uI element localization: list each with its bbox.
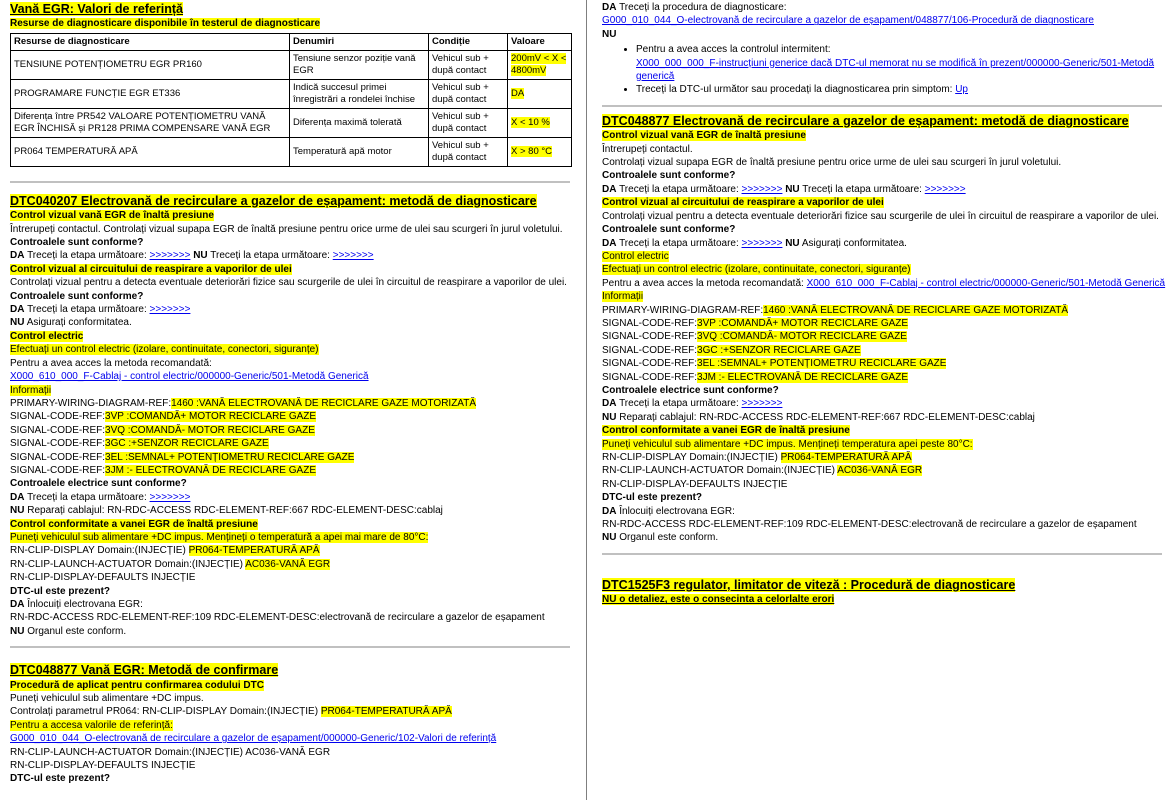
- table-cell: TENSIUNE POTENȚIOMETRU EGR PR160: [11, 50, 290, 79]
- next-step-link[interactable]: >>>>>>>: [149, 250, 191, 262]
- nu-label: NU: [785, 183, 800, 195]
- next-text: Treceți la etapa următoare:: [27, 491, 147, 503]
- step-heading: Pentru a accesa valorile de referință:: [10, 719, 173, 731]
- question: DTC-ul este prezent?: [10, 773, 111, 785]
- signal-value: 3GC :+SENZOR RECICLARE GAZE: [105, 438, 269, 450]
- step-heading: Control vizual vană EGR de înaltă presiune: [602, 130, 806, 142]
- section-title: DTC048877 Electrovană de recirculare a gazelor de eșapament: metodă de diagnosticare: [602, 113, 1129, 128]
- da-label: DA: [602, 237, 617, 249]
- section-dtc040207: [10, 193, 582, 638]
- nu-label: NU: [602, 411, 617, 423]
- ref-title: Vană EGR: Valori de referință: [10, 2, 183, 16]
- value-highlight: X < 10 %: [511, 116, 550, 128]
- clip-display-param: PR064-TEMPERATURĂ APĂ: [780, 452, 912, 463]
- next-text: Treceți la etapa următoare:: [210, 250, 330, 262]
- signal-value: 3JM :- ELECTROVANĂ DE RECICLARE GAZE: [105, 464, 316, 476]
- confirm-continuation: [602, 1, 1176, 97]
- signal-value: 3JM :- ELECTROVANĂ DE RECICLARE GAZE: [697, 371, 908, 383]
- wiring-ref-label: PRIMARY-WIRING-DIAGRAM-REF:: [602, 304, 764, 316]
- signal-label: SIGNAL-CODE-REF:: [10, 424, 106, 436]
- next-step-link[interactable]: >>>>>>>: [741, 183, 783, 195]
- question: DTC-ul este prezent?: [10, 585, 111, 597]
- step-text: Puneți vehiculul sub alimentare +DC impus.: [10, 693, 204, 705]
- nu-text: Reparați cablajul: RN-RDC-ACCESS RDC-ELEMENT-REF:667 RDC-ELEMENT-DESC:cablaj: [619, 411, 1035, 423]
- table-cell: Vehicul sub + după contact: [429, 50, 508, 79]
- section-separator: [602, 553, 1162, 555]
- da-text: Înlocuiți electrovana EGR:: [619, 505, 735, 517]
- step-heading: Control electric: [602, 250, 669, 262]
- table-row: [11, 79, 572, 108]
- question: DTC-ul este prezent?: [602, 492, 703, 504]
- clip-display-param: PR064-TEMPERATURĂ APĂ: [188, 545, 320, 557]
- step-text: Pentru a avea acces la metoda recomandată:: [602, 277, 807, 289]
- reference-values-link[interactable]: G000_010_044_O-electrovană de recirculare a gazelor de eșapament/000000-Generic/102-Valori de referință: [10, 733, 497, 745]
- section-dtc048877-confirm: [10, 662, 582, 786]
- table-row: [11, 137, 572, 166]
- table-cell: Vehicul sub + după contact: [429, 79, 508, 108]
- da-label: DA: [602, 398, 617, 410]
- step-text: Pentru a avea acces la metoda recomandată:: [10, 357, 212, 369]
- nu-text: Asigurați conformitatea.: [801, 237, 907, 249]
- section-dtc048877-diag: [602, 113, 1176, 545]
- table-row: [11, 50, 572, 79]
- clip-launch-text: RN-CLIP-LAUNCH-ACTUATOR Domain:(INJECȚIE): [10, 558, 246, 570]
- step-heading: Control vizual vană EGR de înaltă presiune: [10, 210, 214, 222]
- question: Controalele electrice sunt conforme?: [602, 384, 779, 396]
- table-header: Resurse de diagnosticare: [11, 33, 290, 50]
- step-text: Controlați parametrul PR064: RN-CLIP-DISPLAY Domain:(INJECȚIE): [10, 706, 321, 718]
- section-title: DTC048877 Vană EGR: Metodă de confirmare: [10, 663, 279, 678]
- table-row: [11, 108, 572, 137]
- info-heading: Informații: [10, 384, 52, 396]
- intermittent-control-link[interactable]: X000_000_000_F-instrucțiuni generice dacă DTC-ul memorat nu se modifică în prezent/000000-Generic/501-Metodă generică: [636, 57, 1155, 83]
- table-header: Condiție: [429, 33, 508, 50]
- clip-display-param: PR064-TEMPERATURĂ APĂ: [320, 706, 452, 718]
- nu-label: NU: [785, 237, 800, 249]
- section-title: DTC040207 Electrovană de recirculare a gazelor de eșapament: metodă de diagnosticare: [10, 193, 537, 208]
- left-column: [0, 0, 582, 800]
- next-text: Treceți la etapa următoare:: [802, 183, 922, 195]
- step-text: Puneți vehiculul sub alimentare +DC impus. Mențineți temperatura apei peste 80°C:: [602, 438, 973, 450]
- question: Controalele sunt conforme?: [602, 170, 736, 182]
- step-text: Întrerupeți contactul.: [602, 143, 693, 155]
- nu-label: NU: [10, 625, 25, 637]
- electric-method-link[interactable]: X000_610_000_F-Cablaj - control electric/000000-Generic/501-Metodă Generică: [806, 277, 1166, 289]
- da-label: DA: [10, 304, 25, 316]
- signal-label: SIGNAL-CODE-REF:: [602, 317, 698, 329]
- signal-label: SIGNAL-CODE-REF:: [602, 331, 698, 343]
- signal-value: 3VQ :COMANDĂ- MOTOR RECICLARE GAZE: [105, 424, 315, 436]
- section-note: NU o detaliez, este o consecinta a celorlalte erori: [602, 594, 835, 606]
- table-cell: [508, 108, 572, 137]
- next-step-link[interactable]: >>>>>>>: [741, 237, 783, 249]
- signal-label: SIGNAL-CODE-REF:: [602, 344, 698, 356]
- diagnostic-procedure-link[interactable]: G000_010_044_O-electrovană de recirculare a gazelor de eșapament/048877/106-Procedură de diagnosticare: [602, 15, 1094, 27]
- signal-value: 3EL :SEMNAL+ POTENȚIOMETRU RECICLARE GAZE: [105, 451, 355, 463]
- section-separator: [10, 646, 570, 648]
- value-highlight: 200mV < X < 4800mV: [511, 52, 567, 76]
- table-cell: [508, 50, 572, 79]
- reference-table: [10, 33, 572, 167]
- table-cell: PR064 TEMPERATURĂ APĂ: [11, 137, 290, 166]
- step-text: Efectuați un control electric (izolare, continuitate, conectori, siguranțe): [602, 264, 911, 276]
- signal-label: SIGNAL-CODE-REF:: [10, 464, 106, 476]
- step-text: Puneți vehiculul sub alimentare +DC impus. Mențineți o temperatură a apei mai mare de 80°C:: [10, 531, 429, 543]
- clip-display-text: RN-CLIP-DISPLAY Domain:(INJECȚIE): [10, 545, 189, 557]
- step-text: RN-CLIP-LAUNCH-ACTUATOR Domain:(INJECȚIE) AC036-VANĂ EGR: [10, 746, 331, 758]
- right-column: [590, 0, 1176, 800]
- da-label: DA: [10, 491, 25, 503]
- question: Controalele electrice sunt conforme?: [10, 478, 187, 490]
- table-cell: Vehicul sub + după contact: [429, 108, 508, 137]
- next-step-link[interactable]: >>>>>>>: [924, 183, 966, 195]
- rdc-text: RN-RDC-ACCESS RDC-ELEMENT-REF:109 RDC-ELEMENT-DESC:electrovană de recirculare a gazelor de eșapament: [10, 612, 545, 624]
- signal-value: 3VQ :COMANDĂ- MOTOR RECICLARE GAZE: [697, 331, 907, 343]
- table-cell: Temperatură apă motor: [290, 137, 429, 166]
- step-heading: Procedură de aplicat pentru confirmarea codului DTC: [10, 679, 264, 691]
- wiring-ref-label: PRIMARY-WIRING-DIAGRAM-REF:: [10, 397, 172, 409]
- up-link[interactable]: Up: [955, 84, 968, 96]
- wiring-ref-value: 1460 :VANĂ ELECTROVANĂ DE RECICLARE GAZE MOTORIZATĂ: [763, 304, 1069, 316]
- clip-defaults-text: RN-CLIP-DISPLAY-DEFAULTS INJECȚIE: [602, 478, 788, 490]
- step-text: Efectuați un control electric (izolare, continuitate, conectori, siguranțe): [10, 344, 319, 356]
- next-text: Treceți la etapa următoare:: [27, 250, 147, 262]
- signal-value: 3GC :+SENZOR RECICLARE GAZE: [697, 344, 861, 356]
- bullet-list: [602, 43, 1176, 97]
- signal-label: SIGNAL-CODE-REF:: [10, 411, 106, 423]
- nu-label: NU: [193, 250, 208, 262]
- question: Controalele sunt conforme?: [10, 290, 144, 302]
- step-heading: Control vizual al circuitului de reaspirare a vaporilor de ulei: [602, 197, 884, 209]
- table-cell: [508, 79, 572, 108]
- clip-defaults-text: RN-CLIP-DISPLAY-DEFAULTS INJECȚIE: [10, 572, 196, 584]
- table-header-row: [11, 33, 572, 50]
- bullet-text: Treceți la DTC-ul următor sau procedați la diagnosticarea prin simptom:: [636, 84, 956, 96]
- question: Controalele sunt conforme?: [10, 237, 144, 249]
- ref-subtitle: Resurse de diagnosticare disponibile în testerul de diagnosticare: [10, 18, 321, 30]
- next-text: Treceți la etapa următoare:: [619, 183, 739, 195]
- step-text: Controlați vizual pentru a detecta eventuale deteriorări fizice sau scurgerile de ulei în circuitul de reaspirare a vaporilor de ulei.: [602, 210, 1159, 222]
- clip-launch-text: RN-CLIP-LAUNCH-ACTUATOR Domain:(INJECȚIE): [602, 465, 838, 477]
- value-highlight: X > 80 °C: [511, 145, 553, 157]
- da-text: Înlocuiți electrovana EGR:: [27, 599, 143, 610]
- step-text: RN-CLIP-DISPLAY-DEFAULTS INJECȚIE: [10, 760, 196, 772]
- signal-label: SIGNAL-CODE-REF:: [602, 371, 698, 383]
- next-text: Treceți la etapa următoare:: [619, 237, 739, 249]
- table-cell: Tensiune senzor poziție vană EGR: [290, 50, 429, 79]
- signal-value: 3VP :COMANDĂ+ MOTOR RECICLARE GAZE: [697, 317, 909, 329]
- signal-label: SIGNAL-CODE-REF:: [602, 358, 698, 370]
- next-text: Treceți la etapa următoare:: [27, 304, 147, 316]
- table-cell: PROGRAMARE FUNCȚIE EGR ET336: [11, 79, 290, 108]
- da-label: DA: [10, 250, 25, 262]
- step-heading: Control electric: [10, 330, 84, 342]
- nu-text: Reparați cablajul: RN-RDC-ACCESS RDC-ELEMENT-REF:667 RDC-ELEMENT-DESC:cablaj: [27, 505, 443, 517]
- section-separator: [10, 181, 570, 183]
- nu-text: Organul este conform.: [619, 532, 719, 544]
- signal-value: 3VP :COMANDĂ+ MOTOR RECICLARE GAZE: [105, 411, 317, 423]
- clip-display-text: RN-CLIP-DISPLAY Domain:(INJECȚIE): [602, 452, 781, 463]
- da-label: DA: [10, 599, 25, 610]
- next-step-link[interactable]: >>>>>>>: [741, 398, 783, 410]
- next-step-link[interactable]: >>>>>>>: [149, 304, 191, 316]
- section-dtc1525f3: [602, 577, 1176, 607]
- step-text: Controlați vizual pentru a detecta eventuale deteriorări fizice sau scurgerile de ulei în circuitul de reaspirare a vaporilor de ulei.: [10, 277, 567, 289]
- da-label: DA: [602, 183, 617, 195]
- clip-launch-param: AC036-VANĂ EGR: [245, 558, 331, 570]
- nu-label: NU: [602, 532, 617, 544]
- nu-text: Organul este conform.: [27, 625, 127, 637]
- nu-label: NU: [10, 317, 25, 329]
- signal-label: SIGNAL-CODE-REF:: [10, 438, 106, 450]
- clip-launch-param: AC036-VANĂ EGR: [837, 465, 923, 477]
- signal-label: SIGNAL-CODE-REF:: [10, 451, 106, 463]
- column-divider: [586, 0, 587, 800]
- section-title: DTC1525F3 regulator, limitator de viteză : Procedură de diagnosticare: [602, 577, 1016, 592]
- bullet-text: Pentru a avea acces la controlul intermitent:: [636, 44, 831, 56]
- electric-method-link[interactable]: X000_610_000_F-Cablaj - control electric/000000-Generic/501-Metodă Generică: [10, 371, 369, 383]
- rdc-text: RN-RDC-ACCESS RDC-ELEMENT-REF:109 RDC-ELEMENT-DESC:electrovană de recirculare a gazelor de eșapament: [602, 519, 1137, 531]
- value-highlight: DA: [511, 87, 525, 99]
- table-cell: Diferența maximă tolerată: [290, 108, 429, 137]
- da-label: DA: [602, 2, 617, 13]
- table-cell: [508, 137, 572, 166]
- table-cell: Vehicul sub + după contact: [429, 137, 508, 166]
- nu-label: NU: [602, 28, 617, 40]
- next-text: Treceți la etapa următoare:: [619, 398, 739, 410]
- nu-text: Asigurați conformitatea.: [26, 317, 132, 329]
- da-text: Treceți la procedura de diagnosticare:: [619, 2, 787, 13]
- step-text: Întrerupeți contactul. Controlați vizual supapa EGR de înaltă presiune pentru orice urme de ulei sau scurgeri în jurul voletului.: [10, 223, 563, 235]
- question: Controalele sunt conforme?: [602, 224, 736, 236]
- da-label: DA: [602, 505, 617, 517]
- next-step-link[interactable]: >>>>>>>: [332, 250, 374, 262]
- info-heading: Informații: [602, 291, 644, 303]
- wiring-ref-value: 1460 :VANĂ ELECTROVANĂ DE RECICLARE GAZE MOTORIZATĂ: [171, 397, 477, 409]
- step-heading: Control conformitate a vanei EGR de înaltă presiune: [602, 425, 850, 437]
- nu-label: NU: [10, 505, 25, 517]
- list-item: [636, 83, 1176, 96]
- next-step-link[interactable]: >>>>>>>: [149, 491, 191, 503]
- table-header: Valoare: [508, 33, 572, 50]
- list-item: [636, 43, 1176, 83]
- section-separator: [602, 105, 1162, 107]
- table-header: Denumiri: [290, 33, 429, 50]
- table-cell: Indică succesul primei înregistrări a rondelei închise: [290, 79, 429, 108]
- step-text: Controlați vizual supapa EGR de înaltă presiune pentru orice urme de ulei sau scurgeri în jurul voletului.: [602, 157, 1062, 169]
- step-heading: Control vizual al circuitului de reaspirare a vaporilor de ulei: [10, 263, 292, 275]
- signal-value: 3EL :SEMNAL+ POTENȚIOMETRU RECICLARE GAZE: [697, 358, 947, 370]
- step-heading: Control conformitate a vanei EGR de înaltă presiune: [10, 518, 258, 530]
- table-cell: Diferența între PR542 VALOARE POTENȚIOMETRU VANĂ EGR ÎNCHISĂ și PR128 PRIMA COMPENSARE VANĂ EGR: [11, 108, 290, 137]
